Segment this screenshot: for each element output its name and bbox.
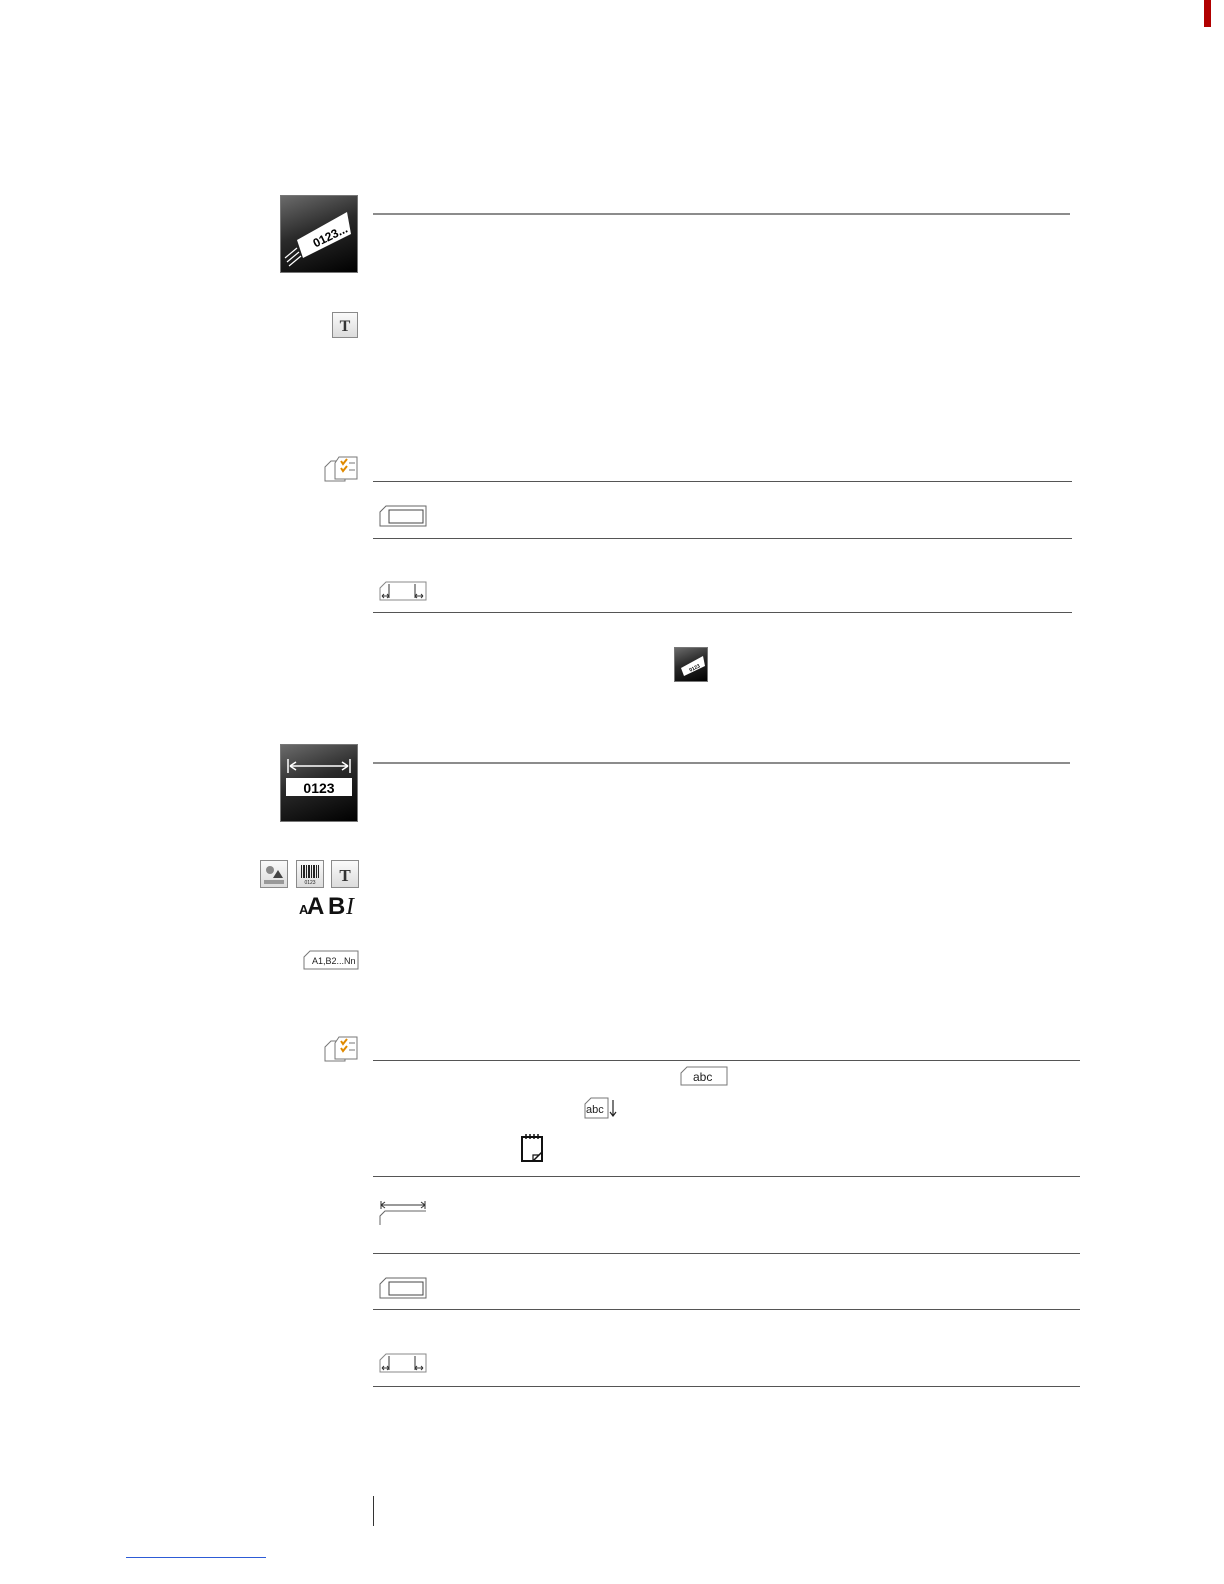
bold-glyph: B <box>328 893 346 918</box>
continuous-label-text: 0123... <box>310 221 350 251</box>
italic-glyph: I <box>346 894 354 918</box>
label-properties-icon[interactable] <box>323 1035 359 1063</box>
text-formatting-icon[interactable] <box>298 892 360 918</box>
table-rule <box>373 538 1072 539</box>
margins-icon <box>379 1353 427 1373</box>
barcode-value: 0123 <box>304 880 316 886</box>
text-tool-glyph: T <box>339 318 351 335</box>
label-length-icon <box>379 1200 427 1226</box>
serialize-icon[interactable] <box>303 950 359 970</box>
section-rule <box>373 213 1070 215</box>
table-rule <box>373 612 1072 613</box>
small-continuous-text: 0123 <box>688 663 702 674</box>
table-rule <box>373 1309 1080 1310</box>
text-tool-glyph: T <box>339 866 351 885</box>
table-rule <box>373 481 1072 482</box>
text-direction-icon <box>584 1097 620 1119</box>
text-fit-text: abc <box>693 1070 713 1084</box>
small-a-glyph: A <box>299 902 309 917</box>
serialize-text: A1,B2...Nn <box>312 956 356 966</box>
text-fit-icon <box>680 1066 728 1086</box>
big-a-glyph: A <box>307 893 325 918</box>
text-tool-icon[interactable] <box>332 312 358 338</box>
fixed-length-label-icon <box>280 744 358 822</box>
table-rule <box>373 1060 1080 1061</box>
table-rule <box>373 1253 1080 1254</box>
table-rule <box>373 1386 1080 1387</box>
fixed-label-text: 0123 <box>303 780 335 796</box>
continuous-tape-label-small-icon <box>674 647 708 682</box>
section-rule <box>373 762 1070 764</box>
image-tool-icon[interactable] <box>260 860 288 888</box>
label-properties-icon[interactable] <box>323 455 359 483</box>
margins-icon <box>379 581 427 601</box>
text-tool-icon[interactable] <box>331 860 359 888</box>
footer-link-underline[interactable] <box>126 1557 266 1558</box>
table-rule <box>373 1176 1080 1177</box>
barcode-tool-icon[interactable] <box>296 860 324 888</box>
continuous-tape-label-icon <box>280 195 358 273</box>
page-edge-tab <box>1204 0 1211 27</box>
tape-size-icon <box>379 1277 427 1299</box>
text-direction-text: abc <box>586 1104 604 1116</box>
footer-divider <box>373 1496 374 1526</box>
notepad-icon <box>519 1133 545 1163</box>
tape-size-icon <box>379 505 427 527</box>
